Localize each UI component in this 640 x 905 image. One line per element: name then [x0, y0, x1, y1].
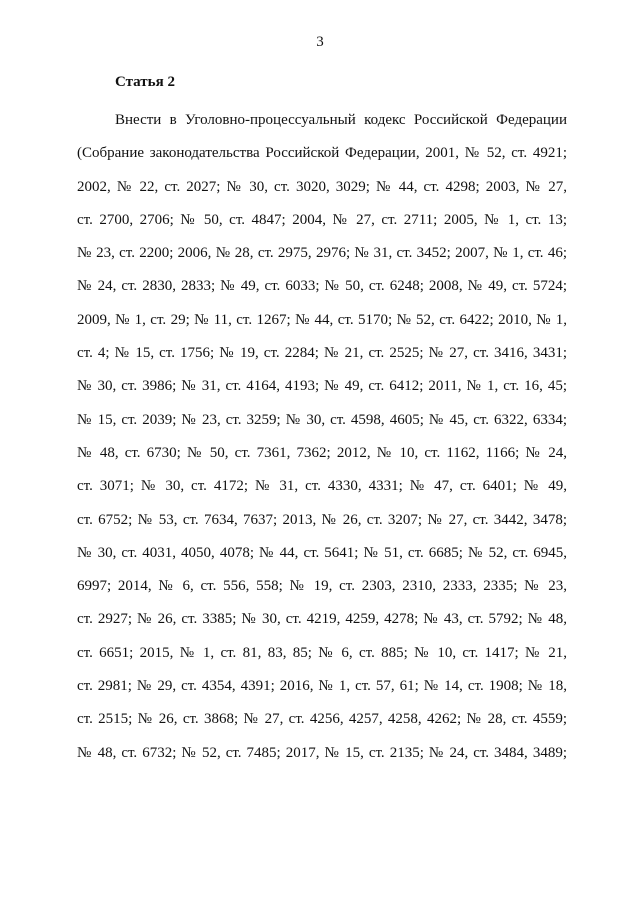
body-line: ст. 2981; № 29, ст. 4354, 4391; 2016, № 1, ст. 57, 61; № 14, ст. 1908; № 18, — [77, 678, 567, 695]
body-line: 2002, № 22, ст. 2027; № 30, ст. 3020, 3029; № 44, ст. 4298; 2003, № 27, — [77, 178, 567, 195]
body-line: 6997; 2014, № 6, ст. 556, 558; № 19, ст. 2303, 2310, 2333, 2335; № 23, — [77, 578, 567, 595]
body-line: ст. 2515; № 26, ст. 3868; № 27, ст. 4256, 4257, 4258, 4262; № 28, ст. 4559; — [77, 711, 567, 728]
body-line: № 24, ст. 2830, 2833; № 49, ст. 6033; № 50, ст. 6248; 2008, № 49, ст. 5724; — [77, 278, 567, 295]
body-line: № 15, ст. 2039; № 23, ст. 3259; № 30, ст. 4598, 4605; № 45, ст. 6322, 6334; — [77, 411, 567, 428]
body-line: № 23, ст. 2200; 2006, № 28, ст. 2975, 2976; № 31, ст. 3452; 2007, № 1, ст. 46; — [77, 245, 567, 262]
article-heading: Статья 2 — [115, 74, 175, 90]
body-line: ст. 4; № 15, ст. 1756; № 19, ст. 2284; № 21, ст. 2525; № 27, ст. 3416, 3431; — [77, 345, 567, 362]
body-line: (Собрание законодательства Российской Федерации, 2001, № 52, ст. 4921; — [77, 145, 567, 162]
body-line: Внести в Уголовно-процессуальный кодекс Российской Федерации — [115, 112, 567, 128]
body-line: № 48, ст. 6732; № 52, ст. 7485; 2017, № 15, ст. 2135; № 24, ст. 3484, 3489; — [77, 744, 567, 761]
body-line: ст. 2700, 2706; № 50, ст. 4847; 2004, № 27, ст. 2711; 2005, № 1, ст. 13; — [77, 211, 567, 228]
body-line: № 30, ст. 3986; № 31, ст. 4164, 4193; № 49, ст. 6412; 2011, № 1, ст. 16, 45; — [77, 378, 567, 395]
body-line: ст. 2927; № 26, ст. 3385; № 30, ст. 4219, 4259, 4278; № 43, ст. 5792; № 48, — [77, 611, 567, 628]
body-line: № 30, ст. 4031, 4050, 4078; № 44, ст. 5641; № 51, ст. 6685; № 52, ст. 6945, — [77, 544, 567, 561]
article-body — [77, 110, 567, 776]
body-line: ст. 6651; 2015, № 1, ст. 81, 83, 85; № 6, ст. 885; № 10, ст. 1417; № 21, — [77, 644, 567, 661]
page-number: 3 — [316, 34, 324, 50]
body-line: ст. 3071; № 30, ст. 4172; № 31, ст. 4330, 4331; № 47, ст. 6401; № 49, — [77, 478, 567, 495]
body-line: № 48, ст. 6730; № 50, ст. 7361, 7362; 2012, № 10, ст. 1162, 1166; № 24, — [77, 444, 567, 461]
body-line: 2009, № 1, ст. 29; № 11, ст. 1267; № 44, ст. 5170; № 52, ст. 6422; 2010, № 1, — [77, 311, 567, 328]
body-line: ст. 6752; № 53, ст. 7634, 7637; 2013, № 26, ст. 3207; № 27, ст. 3442, 3478; — [77, 511, 567, 528]
